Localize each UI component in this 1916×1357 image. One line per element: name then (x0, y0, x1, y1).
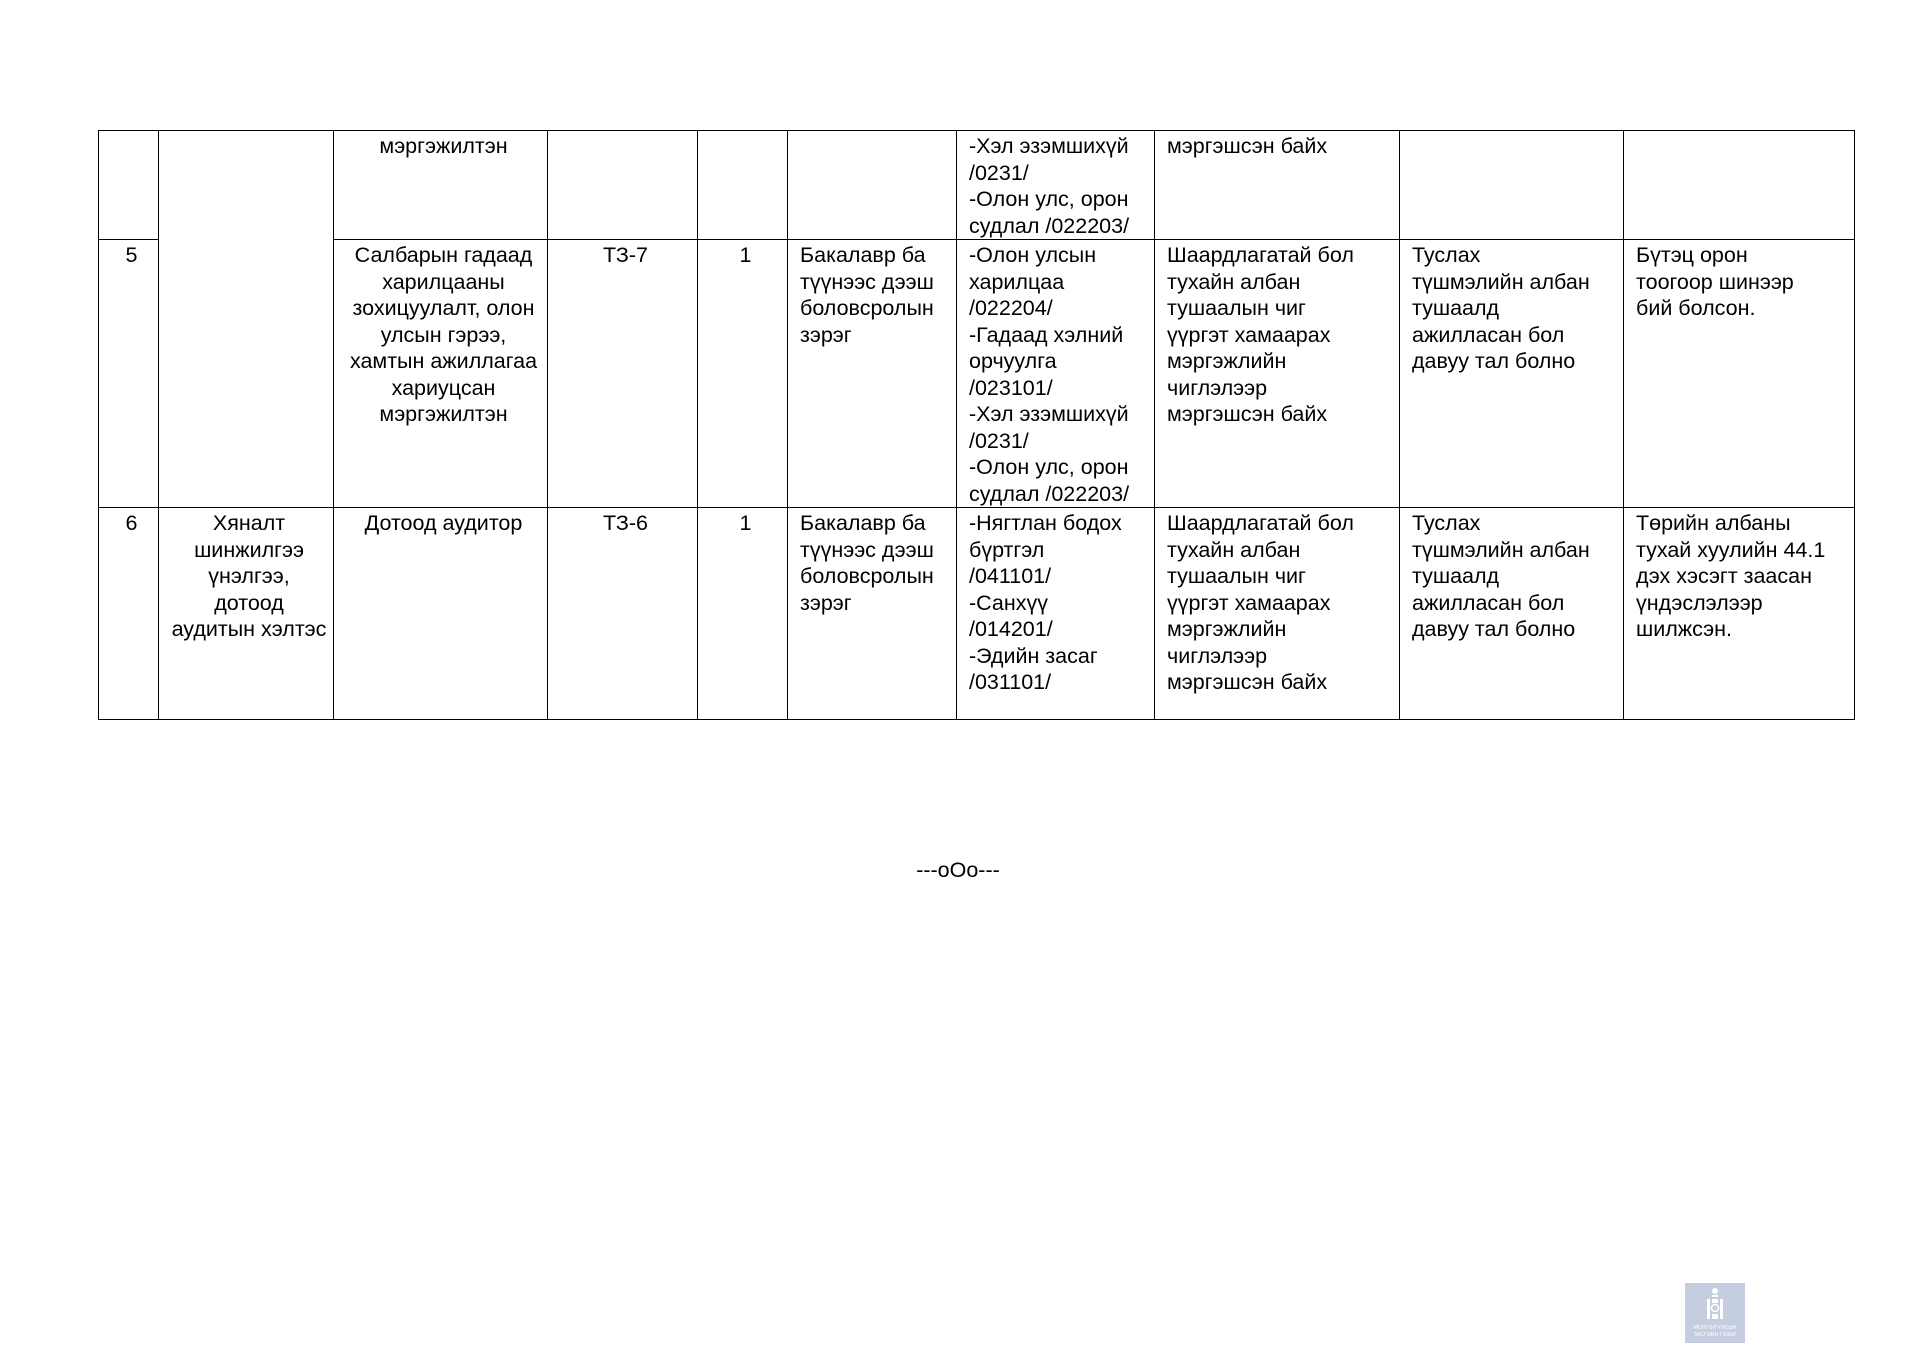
experience-cell: мэргэшсэн байх (1155, 131, 1400, 240)
unit-cell: Хяналт шинжилгээ үнэлгээ, дотоод аудитын хэлтэс (159, 508, 334, 720)
unit-cell (159, 131, 334, 508)
education-level-cell: Бакалавр ба түүнээс дээш боловсролын зэрэг (788, 508, 957, 720)
logo-caption-line2: ЗАСГИЙН ГАЗАР (1693, 1332, 1737, 1338)
soyombo-emblem-icon (1685, 1283, 1745, 1325)
education-specialty-cell: -Хэл эзэмшихүй /0231/ -Олон улс, орон судлал /022203/ (957, 131, 1155, 240)
number-cell (99, 131, 159, 240)
count-cell: 1 (698, 508, 788, 720)
count-cell (698, 131, 788, 240)
rank-cell (548, 131, 698, 240)
education-level-cell (788, 131, 957, 240)
note-cell: Бүтэц орон тоогоор шинээр бий болсон. (1624, 240, 1855, 508)
education-level-cell: Бакалавр ба түүнээс дээш боловсролын зэрэг (788, 240, 957, 508)
note-cell: Төрийн албаны тухай хуулийн 44.1 дэх хэсэгт заасан үндэслэлээр шилжсэн. (1624, 508, 1855, 720)
table-row (99, 131, 1855, 240)
table-row (99, 508, 1855, 720)
rank-cell: ТЗ-7 (548, 240, 698, 508)
note-cell (1624, 131, 1855, 240)
additional-req-cell: Туслах түшмэлийн албан тушаалд ажилласан бол давуу тал болно (1400, 508, 1624, 720)
education-specialty-cell: -Олон улсын харилцаа /022204/ -Гадаад хэлний орчуулга /023101/ -Хэл эзэмшихүй /0231/ -Олон улс, орон судлал /022203/ (957, 240, 1155, 508)
rank-cell: ТЗ-6 (548, 508, 698, 720)
position-cell: Салбарын гадаад харилцааны зохицуулалт, олон улсын гэрээ, хамтын ажиллагаа хариуцсан мэргэжилтэн (334, 240, 548, 508)
additional-req-cell (1400, 131, 1624, 240)
table-row (99, 240, 1855, 508)
end-of-document-mark: ---oOo--- (916, 858, 1000, 882)
government-emblem-logo (1685, 1283, 1745, 1343)
number-cell: 6 (99, 508, 159, 720)
position-cell: мэргэжилтэн (334, 131, 548, 240)
logo-caption-line1: МОНГОЛ УЛСЫН (1693, 1325, 1737, 1331)
number-cell: 5 (99, 240, 159, 508)
experience-cell: Шаардлагатай бол тухайн албан тушаалын чиг үүргэт хамаарах мэргэжлийн чиглэлээр мэргэшсэн байх (1155, 508, 1400, 720)
additional-req-cell: Туслах түшмэлийн албан тушаалд ажилласан бол давуу тал болно (1400, 240, 1624, 508)
positions-table (98, 130, 1855, 720)
count-cell: 1 (698, 240, 788, 508)
position-cell: Дотоод аудитор (334, 508, 548, 720)
experience-cell: Шаардлагатай бол тухайн албан тушаалын чиг үүргэт хамаарах мэргэжлийн чиглэлээр мэргэшсэн байх (1155, 240, 1400, 508)
education-specialty-cell: -Нягтлан бодох бүртгэл /041101/ -Санхүү /014201/ -Эдийн засаг /031101/ (957, 508, 1155, 720)
